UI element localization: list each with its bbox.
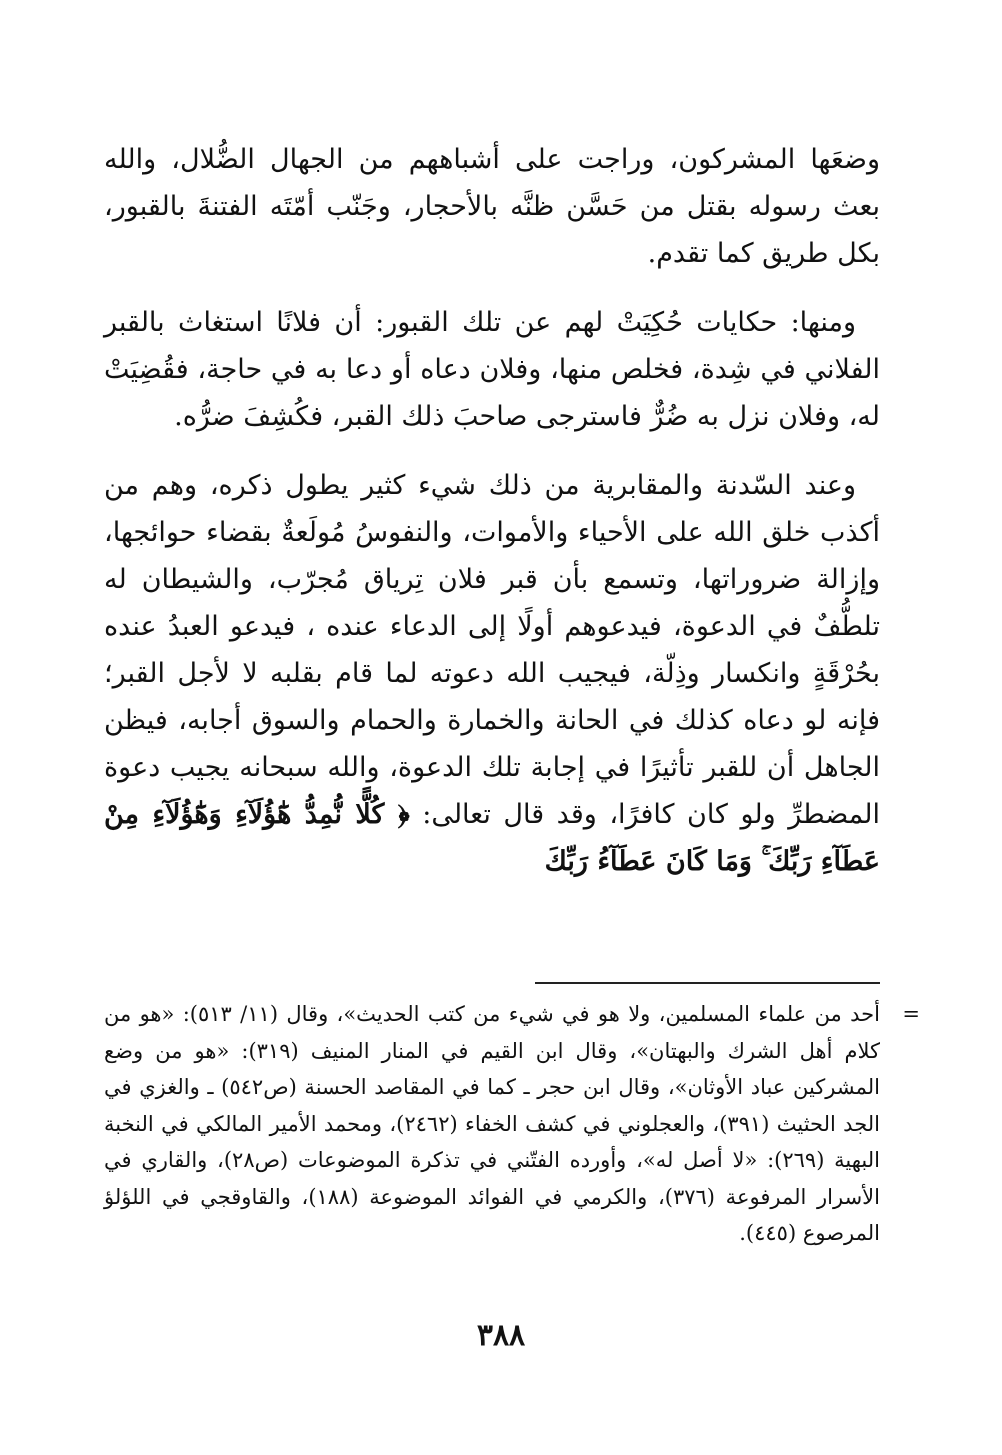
footnote-divider [535, 982, 880, 984]
page-number: ٣٨٨ [476, 1318, 526, 1353]
footnote [104, 996, 920, 1252]
paragraph-3 [104, 462, 880, 885]
main-text-block [104, 136, 880, 907]
paragraph-1: وضعَها المشركون، وراجت على أشباههم من الجهال الضُّلال، والله بعث رسوله بقتل من حَسَّن ظنَّه بالأحجار، وجَنّب أمّتَه الفتنةَ بالقبور، بكل طريق كما تقدم. [104, 144, 880, 269]
footnote-continuation-marker: = [902, 1002, 920, 1026]
paragraph-3-text: وعند السّدنة والمقابرية من ذلك شيء كثير يطول ذكره، وهم من أكذب خلق الله على الأحياء والأموات، والنفوسُ مُولَعةٌ بقضاء حوائجها، وإزالة ضروراتها، وتسمع بأن قبر فلان تِرياق مُجرّب، والشيطان له تلطُّفٌ في الدعوة، فيدعوهم أولًا إلى الدعاء عنده ، فيدعو العبدُ عنده بحُرْقَةٍ وانكسار وذِلّة، فيجيب الله دعوته لما قام بقلبه لا لأجل القبر؛ فإنه لو دعاه كذلك في الحانة والخمارة والحمام والسوق أجابه، فيظن الجاهل أن للقبر تأثيرًا في إجابة تلك الدعوة، والله سبحانه يجيب دعوة المضطرِّ ولو كان كافرًا، وقد قال تعالى: [104, 470, 881, 830]
quran-quote: ﴿ كُلًّا نُّمِدُّ هَٰٓؤُلَآءِ وَهَٰٓؤُلَآءِ مِنْ عَطَآءِ رَبِّكَ ۚ وَمَا كَانَ عَطَآءُ رَبِّكَ [104, 799, 880, 877]
paragraph-2: ومنها: حكايات حُكِيَتْ لهم عن تلك القبور: أن فلانًا استغاث بالقبر الفلاني في شِدة، فخلص منها، وفلان دعاه أو دعا به في حاجة، فقُضِيَتْ له، وفلان نزل به ضُرٌّ فاسترجى صاحبَ ذلك القبر، فكُشِفَ ضرُّه. [104, 307, 880, 432]
footnote-text: أحد من علماء المسلمين، ولا هو في شيء من كتب الحديث»، وقال (١١/ ٥١٣): «هو من كلام أهل الشرك والبهتان»، وقال ابن القيم في المنار المنيف (٣١٩): «هو من وضع المشركين عباد الأوثان»، وقال ابن حجر ـ كما في المقاصد الحسنة (ص٥٤٢) ـ والغزي في الجد الحثيث (٣٩١)، والعجلوني في كشف الخفاء (٢٤٦٢)، ومحمد الأمير المالكي في النخبة البهية (٢٦٩): «لا أصل له»، وأورده الفتّني في تذكرة الموضوعات (ص٢٨)، والقاري في الأسرار المرفوعة (٣٧٦)، والكرمي في الفوائد الموضوعة (١٨٨)، والقاوقجي في اللؤلؤ المرصوع (٤٤٥). [104, 1002, 880, 1245]
